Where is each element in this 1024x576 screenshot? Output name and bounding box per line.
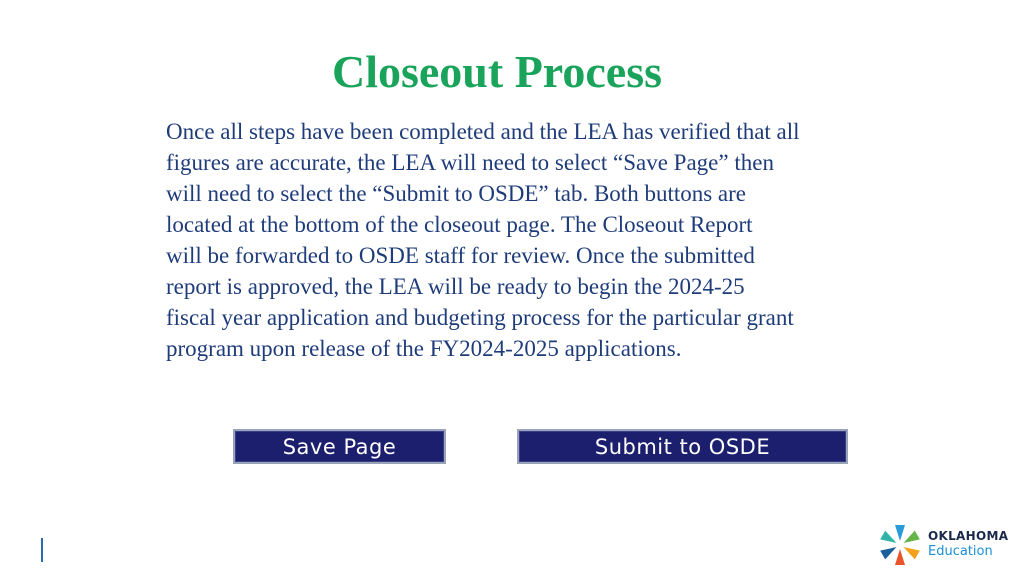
instructions-line: will be forwarded to OSDE staff for review. Once the submitted [166, 243, 755, 268]
oklahoma-star-logo-icon [878, 522, 922, 568]
instructions-line: report is approved, the LEA will be ready to begin the 2024-25 [166, 274, 745, 299]
slide-title: Closeout Process [331, 46, 663, 97]
logo-text-oklahoma: OKLAHOMA [928, 529, 1009, 543]
instructions-line: will need to select the “Submit to OSDE” tab. Both buttons are [166, 181, 747, 206]
submit-to-osde-button[interactable]: Submit to OSDE [517, 429, 848, 464]
instructions-line: located at the bottom of the closeout page. The Closeout Report [166, 212, 753, 237]
instructions-line: Once all steps have been completed and the LEA has verified that all [166, 119, 800, 144]
logo-text-education: Education [928, 544, 993, 559]
instructions-line: figures are accurate, the LEA will need to select “Save Page” then [166, 150, 774, 175]
oklahoma-education-logo [878, 522, 1014, 568]
slide-edge-marker [41, 538, 43, 562]
save-page-button[interactable]: Save Page [233, 429, 446, 464]
instructions-line: fiscal year application and budgeting process for the particular grant [166, 305, 794, 330]
instructions-line: program upon release of the FY2024-2025 applications. [166, 336, 682, 361]
instructions-paragraph [166, 116, 886, 364]
